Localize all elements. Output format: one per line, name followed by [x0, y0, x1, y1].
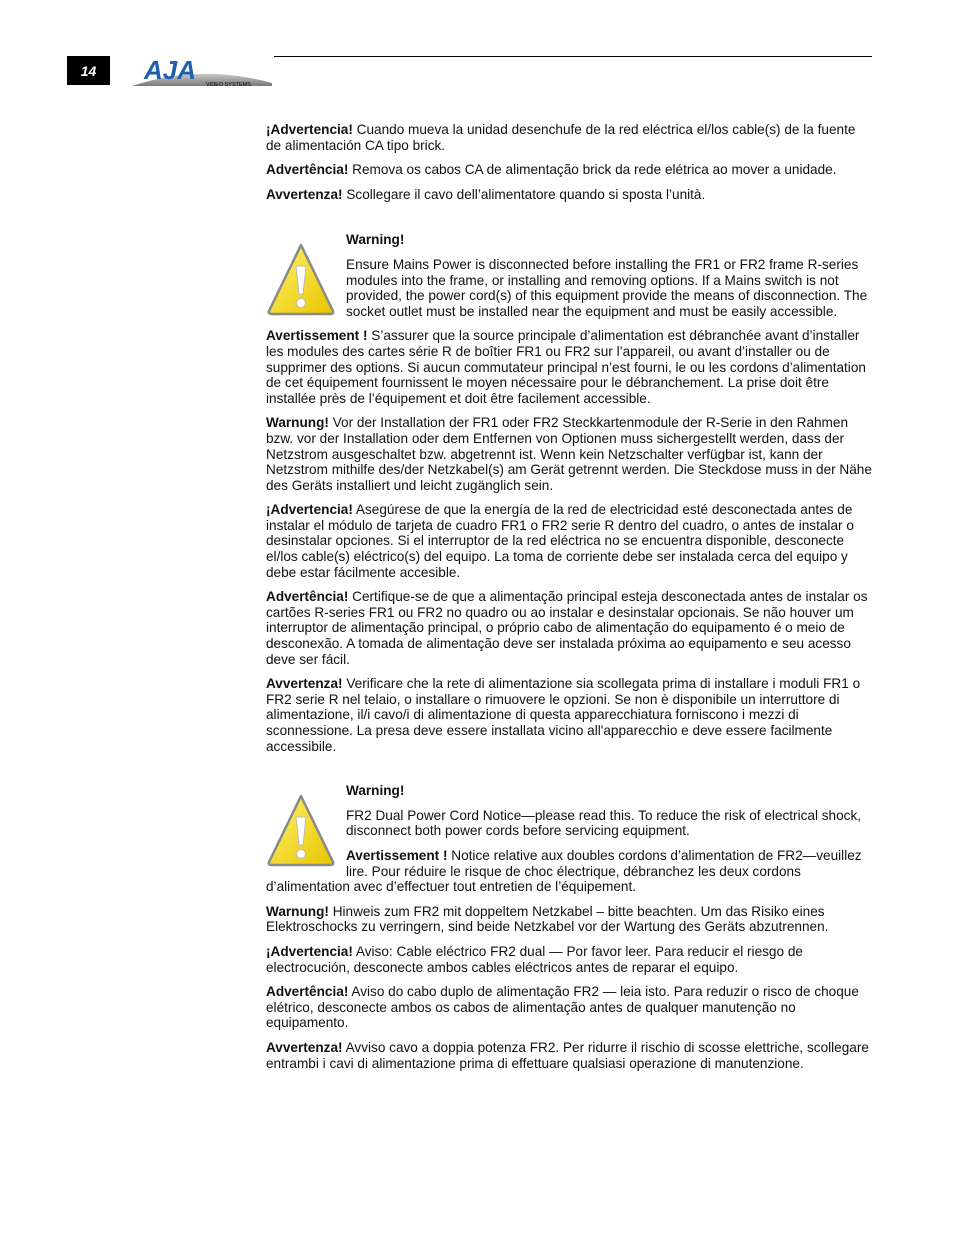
warning-triangle-icon — [266, 793, 336, 867]
paragraph: Avvertenza! Verificare che la rete di alimentazione sia scollegata prima di installare i moduli FR1 o FR2 serie R nel telaio, o installare o rimuovere le opzioni. Se non è disponibile un interruttore di alimentazione, il/i cavo/i di alimentazione di questa apparecchiatura forniscono i mezzi di sconnessione. La presa deve essere installata vicino all'apparecchio e deve essere facilmente accessibile. — [266, 676, 861, 754]
header-rule — [274, 56, 872, 57]
paragraph: FR2 Dual Power Cord Notice—please read this. To reduce the risk of electrical shock, disconnect both power cords before servicing equipment. — [346, 807, 862, 839]
paragraph: Advertência! Certifique-se de que a alimentação principal esteja desconectada antes de instalar os cartões R-series FR1 ou FR2 no quadro ou ao instalar e desinstalar opcionais. Se não houver um interruptor de alimentação principal, o próprio cabo de alimentação do equipamento é o meio de desconexão. A tomada de alimentação deve ser instalada próxima ao equipamento e seu acesso deve ser fácil. — [266, 589, 868, 667]
svg-text:VIDEO SYSTEMS: VIDEO SYSTEMS — [206, 82, 251, 88]
svg-text:AJA: AJA — [144, 55, 197, 85]
document-body — [266, 122, 872, 1080]
aja-logo — [130, 55, 274, 89]
paragraph: Avertissement ! S’assurer que la source principale d’alimentation est débranchée avant d’installer les modules des cartes série R de boîtier FR1 ou FR2 sur l’appareil, ou avant d’installer ou de supprimer des options. Si aucun commutateur principal n’est fourni, le ou les cordons d’alimentation de cet équipement fournissent le moyen nécessaire pour le débranchement. La prise doit être installée près de l’équipement et doit être facilement accessible. — [266, 328, 866, 406]
paragraph: ¡Advertencia! Asegúrese de que la energía de la red de electricidad esté desconectada antes de instalar el módulo de tarjeta de cuadro FR1 o FR2 serie R dentro del cuadro, o antes de instalar o desinstalar opciones. Si el interruptor de la red eléctrica no se encuentra disponible, desconecte el/los cable(s) eléctrico(s) del equipo. La toma de corriente debe ser instalada cerca del equipo y debe estar fácilmente accesible. — [266, 502, 854, 580]
warning-block-mains-power — [266, 232, 872, 328]
paragraph: Avvertenza! Scollegare il cavo dell’alimentatore quando si sposta l’unità. — [266, 186, 706, 202]
warning-title: Warning! — [346, 783, 405, 799]
paragraph: Avvertenza! Avviso cavo a doppia potenza FR2. Per ridurre il rischio di scosse elettriche, scollegare entrambi i cavi di alimentazione prima di effettuare qualsiasi operazione di manutenzione. — [266, 1039, 869, 1071]
warning-block-dual-power-cord — [266, 783, 872, 904]
paragraph: ¡Advertencia! Cuando mueva la unidad desenchufe de la red eléctrica el/los cable(s) de la fuente de alimentación CA tipo brick. — [266, 122, 856, 153]
paragraph: Warnung! Vor der Installation der FR1 oder FR2 Steckkartenmodule der R-Serie in den Rahmen bzw. vor der Installation oder dem Entfernen von Optionen muss sichergestellt werden, dass der Netzstrom ausgeschaltet bzw. abgetrennt ist. Wenn kein Netzschalter verfügbar ist, kann der Netzstrom mithilfe des/der Netzkabel(s) am Gerät getrennt werden. Die Steckdose muss in der Nähe des Geräts installiert und leicht zugänglich sein. — [266, 415, 872, 493]
paragraph: Advertência! Remova os cabos CA de alimentação brick da rede elétrica ao mover a unidade. — [266, 162, 837, 178]
paragraph: Avertissement ! Notice relative aux doubles cordons d’alimentation de FR2—veuillez lire. Pour réduire le risque de choc électrique, débranchez les deux cordons d’alimentation avec d’effectuer tout entretien de l’équipement. — [266, 847, 862, 895]
paragraph: ¡Advertencia! Aviso: Cable eléctrico FR2 dual — Por favor leer. Para reducir el riesgo de electrocución, desconecte ambos cables eléctricos antes de reparar el equipo. — [266, 943, 803, 975]
warning-triangle-icon — [266, 242, 336, 316]
paragraph: Advertência! Aviso do cabo duplo de alimentação FR2 — leia isto. Para reduzir o risco de choque elétrico, desconecte ambos os cabos de alimentação antes de qualquer manutenção no equipamento. — [266, 984, 859, 1031]
page-number: 14 — [67, 56, 110, 85]
warning-title: Warning! — [346, 232, 405, 248]
paragraph: Ensure Mains Power is disconnected before installing the FR1 or FR2 frame R-series modules into the frame, or installing and removing options. If a Mains switch is not provided, the power cord(s) of this equipment provide the means of disconnection. The socket outlet must be installed near the equipment and must be easily accessible. — [346, 256, 868, 319]
paragraph: Warnung! Hinweis zum FR2 mit doppeltem Netzkabel – bitte beachten. Um das Risiko eines Elektroschocks zu verringern, sind beide Netzkabel vor der Wartung des Geräts abzutrennen. — [266, 903, 829, 935]
